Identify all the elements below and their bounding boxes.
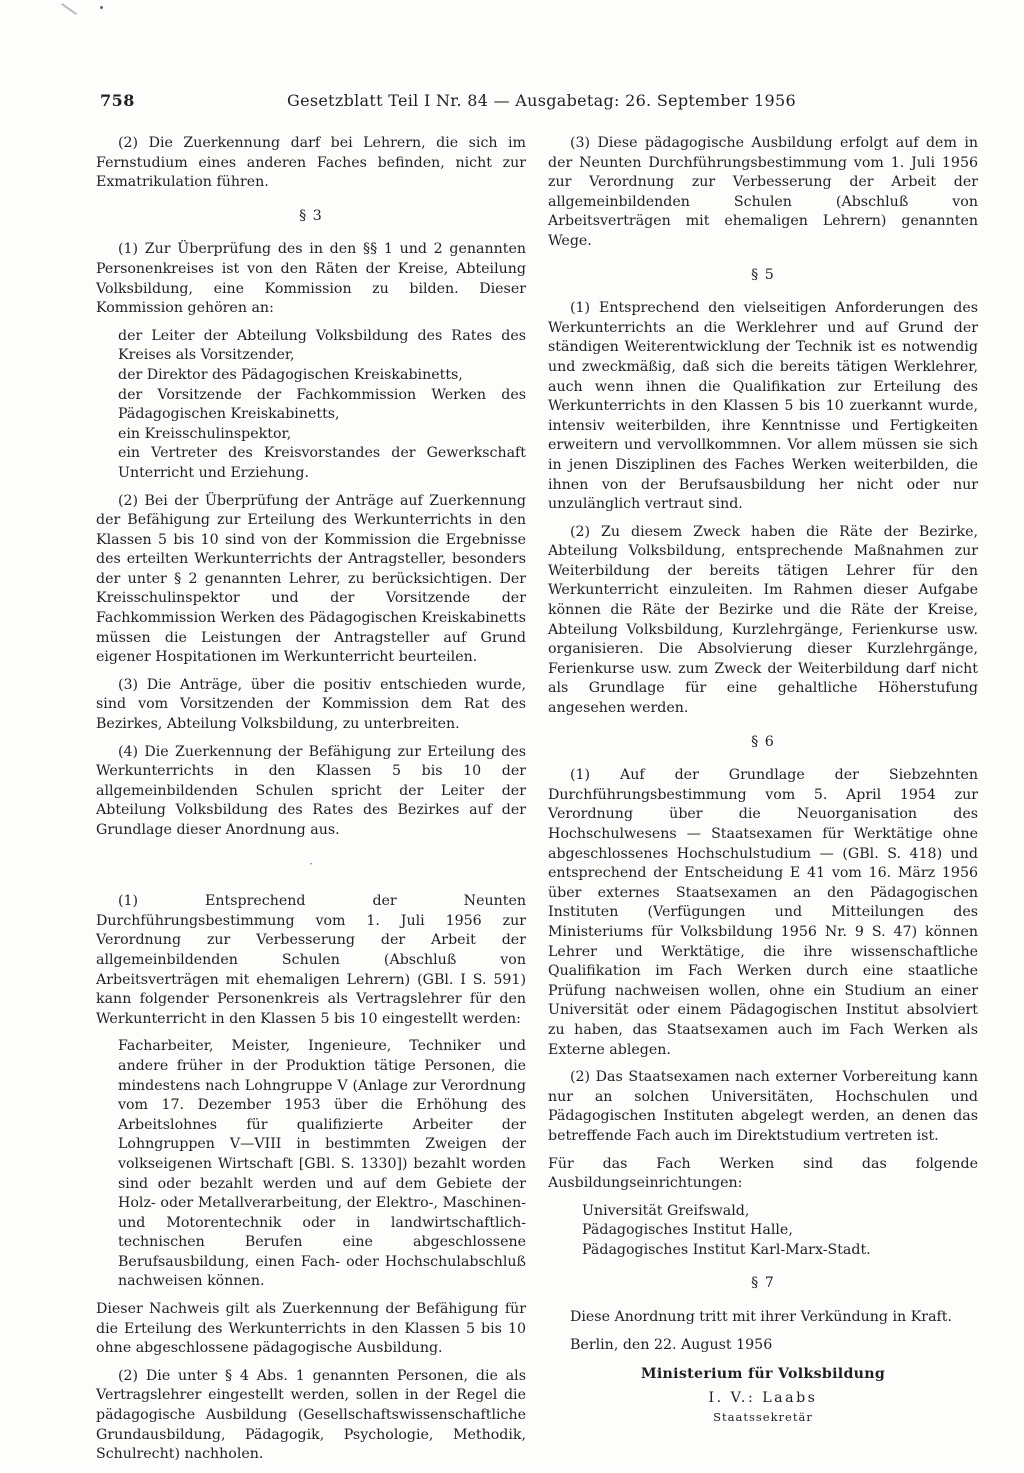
list-item: Pädagogisches Institut Karl-Marx-Stadt. — [582, 1241, 871, 1258]
commission-member-list — [118, 327, 526, 484]
section-heading-7: § 7 — [751, 1275, 775, 1292]
scan-dot-mark — [100, 6, 103, 9]
place-and-date: Berlin, den 22. August 1956 — [570, 1336, 773, 1353]
signature-role: Staatssekretär — [713, 1410, 813, 1425]
list-item: ein Kreisschulinspektor, — [118, 425, 292, 442]
left-column — [96, 134, 526, 1473]
paragraph-4-3: (3) Diese pädagogische Ausbildung erfolgt auf dem in der Neunten Durchführungsbestimmung vom 1. Juli 1956 zur Verordnung zur Verbesserung der Arbeit der allgemeinbildenden Schulen (Abschluß von Arbeitsverträgen mit ehemaligen Lehrern) genannten Wege. — [548, 135, 978, 249]
paragraph-4-1-note: Dieser Nachweis gilt als Zuerkennung der Befähigung für die Erteilung des Werkunterrichts in den Klassen 5 bis 10 ohne abgeschlossene pädagogische Ausbildung. — [96, 1301, 526, 1357]
paragraph-6-2: (2) Das Staatsexamen nach externer Vorbereitung kann nur an solchen Universitäten, Hochschulen und Pädagogischen Instituten abgelegt werden, an denen das betreffende Fach auch im Direktstudium vertreten ist. — [548, 1069, 978, 1144]
ministry-name: Ministerium für Volksbildung — [640, 1366, 886, 1383]
scan-scratch-mark — [61, 3, 77, 15]
section-heading-4: · — [309, 856, 313, 871]
paragraph-6-1: (1) Auf der Grundlage der Siebzehnten Durchführungsbestimmung vom 5. April 1954 zur Verordnung über die Neuorganisation des Hochschulwesens — Staatsexamen für Werktätige ohne abgeschlossenes Hochschulstudium — (GBl. S. 418) und entsprechend der Entscheidung E 41 vom 16. März 1956 über externes Staatsexamen an den Pädagogischen Instituten (Verfügungen und Mitteilungen des Ministeriums für Volksbildung 1956 Nr. 9 S. 47) können Lehrer und Werktätige, die ihre wissenschaftliche Qualifikation im Fach Werken durch eine staatliche Prüfung nachweisen wollen, ohne ein Studium an einer Universität oder einem Pädagogischen Institut absolviert zu haben, das Staatsexamen auch im Fach Werken als Externe ablegen. — [548, 767, 978, 1058]
list-item: ein Vertreter des Kreisvorstandes der Gewerkschaft Unterricht und Erziehung. — [118, 445, 526, 481]
paragraph-3-3: (3) Die Anträge, über die positiv entschieden wurde, sind vom Vorsitzenden der Kommission dem Rat des Bezirkes, Abteilung Volksbildung, zu unterbreiten. — [96, 676, 526, 733]
page-number: 758 — [100, 91, 135, 110]
paragraph-4-1: (1) Entsprechend der Neunten Durchführungsbestimmung vom 1. Juli 1956 zur Verordnung zur Verbesserung der Arbeit der allgemeinbildenden Schulen (Abschluß von Arbeitsverträgen mit ehemaligen Lehrern) (GBl. I S. 591) kann folgender Personenkreis als Vertragslehrer für den Werkunterricht in den Klassen 5 bis 10 eingestellt werden: — [96, 893, 526, 1027]
section-heading-5: § 5 — [751, 266, 775, 283]
paragraph-2-2: (2) Die Zuerkennung darf bei Lehrern, die sich im Fernstudium eines anderen Faches befinden, nicht zur Exmatrikulation führen. — [96, 135, 526, 191]
paragraph-4-2: (2) Die unter § 4 Abs. 1 genannten Personen, die als Vertragslehrer eingestellt werden, sollen in der Regel die pädagogische Ausbildung (Gesellschaftswissenschaftliche Grundausbildung, Pädagogik, Psychologie, Methodik, Schulrecht) nachholen. — [96, 1367, 526, 1463]
running-title: Gesetzblatt Teil I Nr. 84 — Ausgabetag: 26. September 1956 — [287, 91, 796, 110]
paragraph-3-2: (2) Bei der Überprüfung der Anträge auf Zuerkennung der Befähigung zur Erteilung des Werkunterrichts in den Klassen 5 bis 10 sind von der Kommission die Ergebnisse des erteilten Werkunterrichts der Antragsteller, besonders der unter § 2 genannten Lehrer, zu berücksichtigen. Der Kreisschulinspektor und der Vorsitzende der Fachkommission Werken des Pädagogischen Kreiskabinetts müssen die Leistungen der Antragsteller auf Grund eigener Hospitationen im Werkunterricht beurteilen. — [96, 492, 526, 666]
paragraph-5-1: (1) Entsprechend den vielseitigen Anforderungen des Werkunterrichts an die Werklehrer und auf Grund der ständigen Weiterentwicklung der Technik ist es notwendig und zweckmäßig, daß sich die bereits tätigen Werklehrer, auch wenn ihnen die Qualifikation zur Erteilung des Werkunterrichts in den Klassen 5 bis 10 zuerkannt wurde, intensiv weiterbilden, ihre Kenntnisse und Fertigkeiten erweitern und vervollkommnen. Vor allem müssen sie sich in jenen Disziplinen des Faches Werken weiterbilden, die ihnen von der Berufsausbildung her nicht oder nur unzulänglich vertraut sind. — [548, 300, 978, 513]
section-heading-6: § 6 — [751, 733, 775, 750]
list-item: Pädagogisches Institut Halle, — [582, 1222, 793, 1239]
section-heading-3: § 3 — [299, 207, 323, 224]
paragraph-5-2: (2) Zu diesem Zweck haben die Räte der Bezirke, Abteilung Volksbildung, entsprechende Maßnahmen zur Weiterbildung der bereits tätigen Lehrer für den Werkunterricht einzuleiten. Im Rahmen dieser Aufgabe können die Räte der Bezirke und die Räte der Kreise, Abteilung Volksbildung, Kurzlehrgänge, Ferienkurse usw. organisieren. Die Absolvierung dieser Kurzlehrgänge, Ferienkurse usw. zum Zweck der Weiterbildung darf nicht als Grundlage für eine gehaltliche Höherstufung angesehen werden. — [548, 523, 978, 717]
paragraph-6-3: Für das Fach Werken sind das folgende Ausbildungseinrichtungen: — [548, 1155, 978, 1192]
list-item: Universität Greifswald, — [582, 1202, 750, 1219]
list-item: der Leiter der Abteilung Volksbildung des Rates des Kreises als Vorsitzender, — [118, 327, 526, 364]
page-header — [100, 91, 796, 119]
list-item: der Direktor des Pädagogischen Kreiskabinetts, — [118, 366, 463, 383]
paragraph-3-1: (1) Zur Überprüfung des in den §§ 1 und 2 genannten Personenkreises ist von den Räten der Kreise, Abteilung Volksbildung, eine Kommission zu bilden. Dieser Kommission gehören an: — [96, 241, 526, 317]
paragraph-4-1-list: Facharbeiter, Meister, Ingenieure, Techniker und andere früher in der Produktion tätige Personen, die mindestens nach Lohngruppe V (Anlage zur Verordnung vom 17. Dezember 1953 über die Erhöhung des Arbeitslohnes für qualifizierte Arbeiter der Lohngruppen V—VIII in bestimmten Zweigen der volkseigenen Wirtschaft [GBl. S. 1330]) bezahlt worden sind oder bezahlt werden und auf dem Gebiete der Holz- oder Metallverarbeitung, der Elektro-, Maschinen- und Motorentechnik oder in landwirtschaftlich-technischen Berufen eine abgeschlossene Berufsausbildung, einen Fach- oder Hochschulabschluß nachweisen können. — [118, 1038, 526, 1290]
list-item: der Vorsitzende der Fachkommission Werken des Pädagogischen Kreiskabinetts, — [118, 386, 526, 423]
right-column — [548, 134, 978, 1428]
paragraph-3-4: (4) Die Zuerkennung der Befähigung zur Erteilung des Werkunterrichts in den Klassen 5 bis 10 der allgemeinbildenden Schulen spricht der Leiter der Abteilung Volksbildung des Rates des Bezirkes auf der Grundlage dieser Anordnung aus. — [96, 743, 526, 838]
signature: I. V.: Laabs — [708, 1389, 818, 1406]
institution-list — [582, 1202, 978, 1261]
paragraph-7-1: Diese Anordnung tritt mit ihrer Verkündung in Kraft. — [570, 1309, 952, 1326]
